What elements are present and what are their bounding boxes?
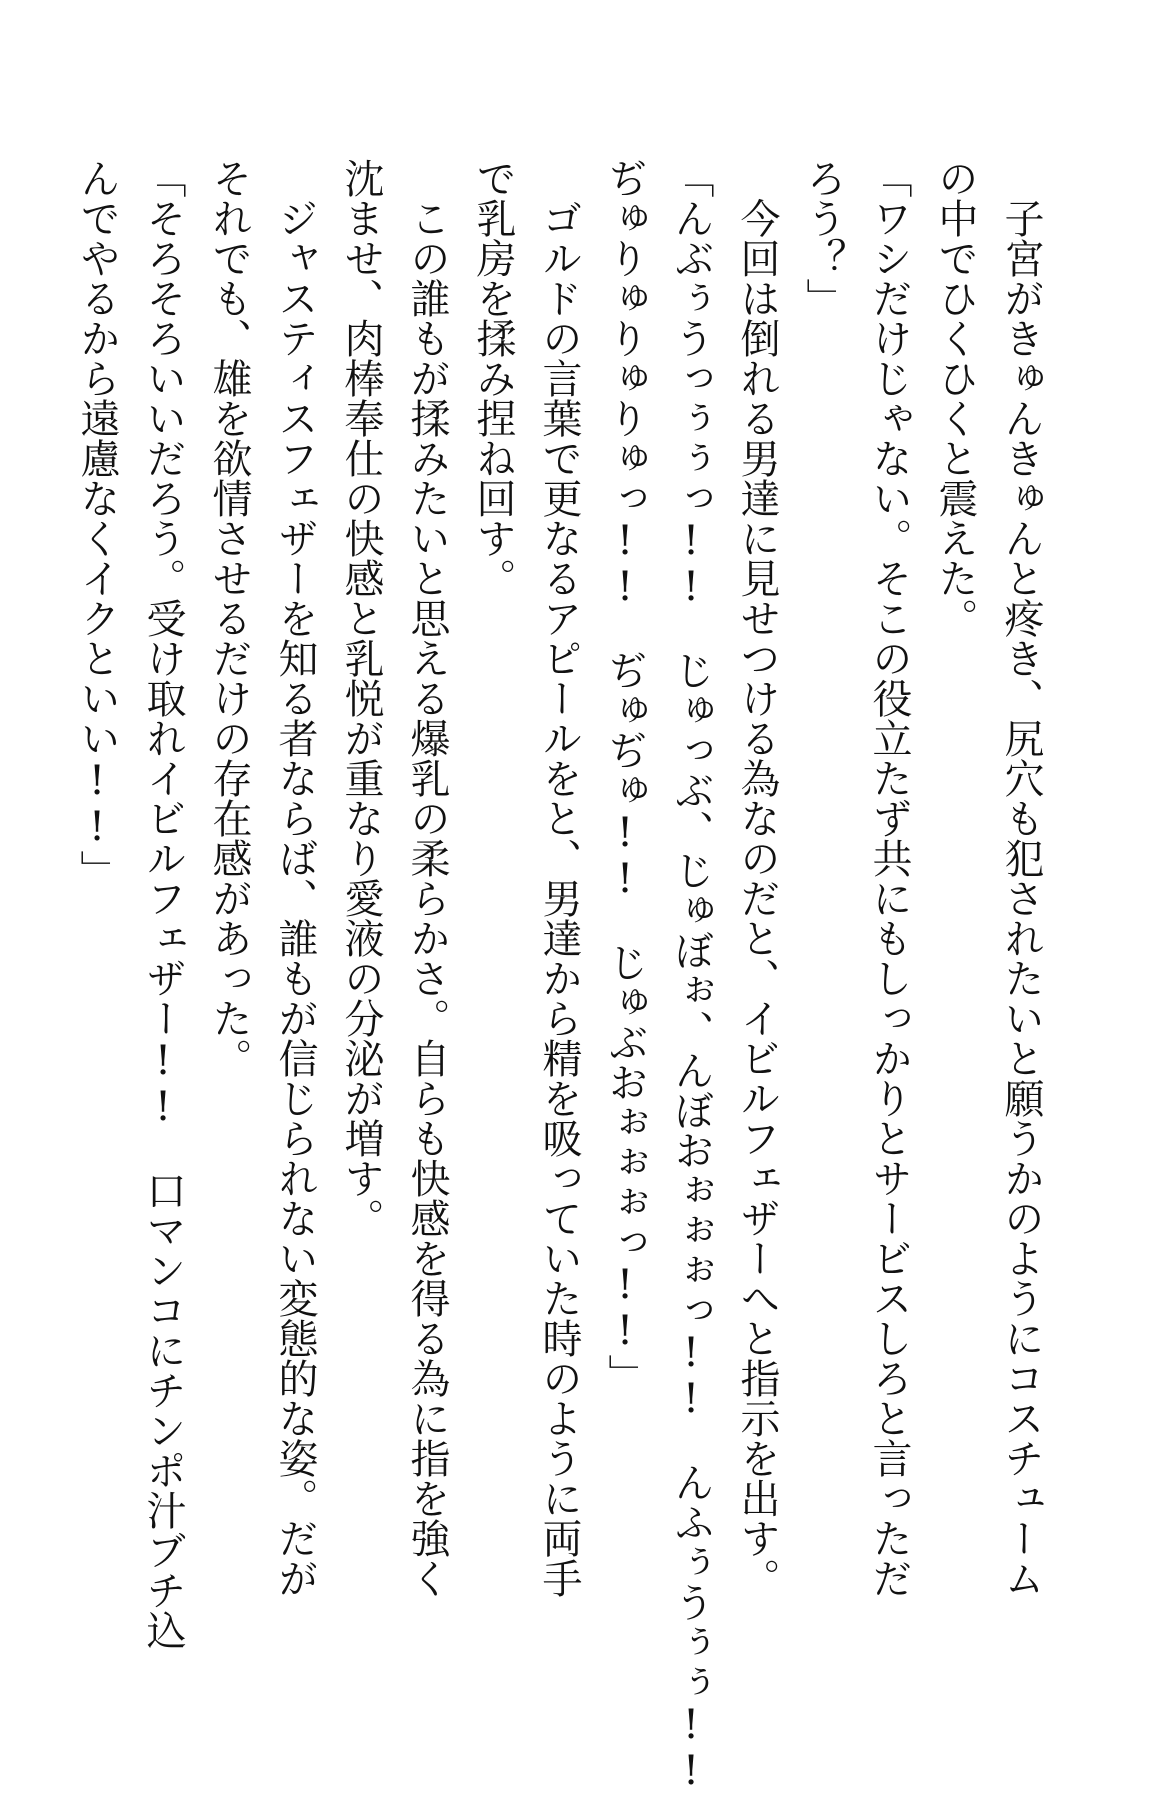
text-line: この誰もが揉みたいと思える爆乳の柔らかさ。自らも快感を得る為に指を強く: [404, 158, 450, 1598]
text-line: の中でひくひくと震えた。: [932, 158, 978, 638]
text-line: ぢゅりゅりゅりゅっ!! ぢゅぢゅ!! じゅぶおぉぉぉっ!!」: [602, 158, 648, 1394]
text-line: 今回は倒れる男達に見せつける為なのだと、イビルフェザーへと指示を出す。: [734, 158, 780, 1598]
text-line: 沈ませ、肉棒奉仕の快感と乳悦が重なり愛液の分泌が増す。: [338, 158, 384, 1238]
text-line: ろう？」: [800, 158, 846, 318]
text-line: それでも、雄を欲情させるだけの存在感があった。: [206, 158, 252, 1078]
text-line: 子宮がきゅんきゅんと疼き、尻穴も犯されたいと願うかのようにコスチューム: [998, 158, 1044, 1598]
text-line: で乳房を揉み捏ね回す。: [470, 158, 516, 598]
text-line: 「そろそろいいだろう。受け取れイビルフェザー!! 口マンコにチンポ汁ブチ込: [140, 158, 186, 1650]
text-line: 「ワシだけじゃない。そこの役立たず共にもしっかりとサービスしろと言っただ: [866, 158, 912, 1598]
vertical-text-body: [64, 158, 1054, 1794]
text-line: 「んぶぅうっぅぅっ!! じゅっぶ、じゅぼぉ、んぼおぉぉぉっ!! んふぅうぅぅ!!: [668, 158, 714, 1794]
text-line: んでやるから遠慮なくイクといい!!」: [74, 158, 120, 890]
text-line: ジャスティスフェザーを知る者ならば、誰もが信じられない変態的な姿。だが: [272, 158, 318, 1598]
text-line: ゴルドの言葉で更なるアピールをと、男達から精を吸っていた時のように両手: [536, 158, 582, 1598]
